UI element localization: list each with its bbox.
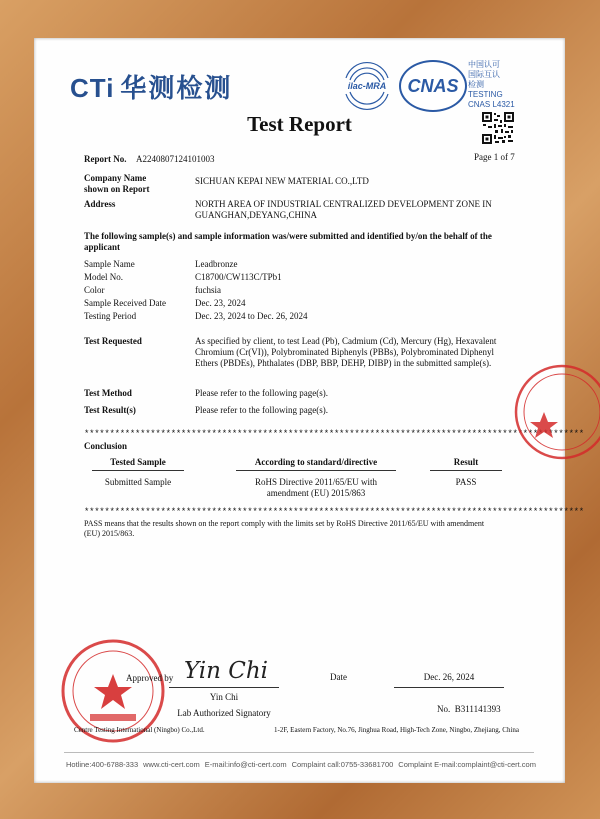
- logo-cn-text: 华测检测: [120, 73, 233, 103]
- footer-website: www.cti-cert.com: [143, 760, 200, 769]
- address-line: GUANGHAN,DEYANG,CHINA: [195, 210, 317, 220]
- conclusion-standard-line: RoHS Directive 2011/65/EU with: [255, 477, 377, 487]
- address-label: Address: [84, 199, 116, 209]
- pass-note: [84, 519, 524, 539]
- logo-text: CTi: [70, 73, 115, 103]
- signature: Yin Chi: [184, 658, 269, 684]
- sample-info-value: Dec. 23, 2024: [195, 298, 246, 308]
- conclusion-col-result: Result: [453, 457, 479, 467]
- company-label-line: shown on Report: [84, 184, 150, 194]
- cnas-line: 国际互认: [468, 70, 500, 79]
- cnas-line: CNAS L4321: [468, 100, 515, 109]
- cti-logo: [70, 68, 232, 105]
- separator-stars: **************************************************************************************************: [84, 507, 584, 517]
- signature-line: [169, 687, 279, 688]
- signatory-name: Yin Chi: [209, 692, 239, 702]
- cnas-accreditation-text: [468, 60, 528, 110]
- separator-stars: **************************************************************************************************: [84, 429, 584, 439]
- conclusion-col-tested-sample: Tested Sample: [110, 457, 166, 467]
- test-requested-line: As specified by client, to test Lead (Pb), Cadmium (Cd), Mercury (Hg), Hexavalent: [195, 336, 497, 346]
- address-value: [195, 199, 492, 221]
- conclusion-heading: Conclusion: [84, 441, 128, 451]
- test-requested-line: Chromium (Cr(VI)), Polybrominated Biphenyls (PBBs), Polybrominated Diphenyl: [195, 347, 494, 357]
- date-line: [394, 687, 504, 688]
- test-requested-line: Ethers (PBDEs), Phthalates (DBP, BBP, DEHP, DIBP) in the submitted sample(s).: [195, 358, 492, 368]
- sample-info-value: fuchsia: [195, 285, 221, 295]
- sample-info-label: Sample Received Date: [84, 298, 166, 308]
- footer-complaint-email: Complaint E-mail:complaint@cti-cert.com: [398, 760, 536, 769]
- footer: [66, 760, 536, 769]
- test-method-value: Please refer to the following page(s).: [195, 388, 328, 398]
- divider: [430, 470, 502, 471]
- cnas-line: 检测: [468, 80, 484, 89]
- test-method-label: Test Method: [84, 388, 132, 398]
- page-number: Page 1 of 7: [474, 152, 515, 162]
- date-value: Dec. 26, 2024: [423, 672, 475, 682]
- ilac-mra-logo: [340, 58, 394, 112]
- sample-info-label: Color: [84, 285, 105, 295]
- sample-info-label: Model No.: [84, 272, 123, 282]
- intro-line: The following sample(s) and sample information was/were submitted and identified by/on the behalf of the: [84, 231, 492, 241]
- ilac-text: ilac-MRA: [347, 81, 387, 91]
- approved-by-label: Approved by: [126, 673, 174, 683]
- pass-note-line: PASS means that the results shown on the report comply with the limits set by RoHS Directive 2011/65/EU with amendment: [84, 519, 485, 528]
- cert-no-label: No.: [437, 704, 451, 714]
- company-label-line: Company Name: [84, 173, 147, 183]
- test-result-value: Please refer to the following page(s).: [195, 405, 328, 415]
- cnas-logo: CNAS: [399, 60, 467, 112]
- divider: [92, 470, 184, 471]
- report-no-value: A2240807124101003: [136, 154, 215, 164]
- conclusion-standard: [236, 477, 396, 499]
- cnas-line: TESTING: [468, 90, 503, 99]
- intro-text: [84, 231, 524, 253]
- conclusion-sample: Submitted Sample: [104, 477, 172, 487]
- test-requested-value: [195, 336, 515, 369]
- conclusion-col-standard: According to standard/directive: [254, 457, 378, 467]
- footer-divider: [64, 752, 534, 753]
- address-line: NORTH AREA OF INDUSTRIAL CENTRALIZED DEVELOPMENT ZONE IN: [195, 199, 492, 209]
- company-label: [84, 173, 150, 195]
- page-title: Test Report: [247, 112, 352, 136]
- footer-complaint-call: Complaint call:0755-33681700: [291, 760, 394, 769]
- sample-info-labels: [84, 259, 166, 324]
- sample-info-value: Leadbronze: [195, 259, 238, 269]
- signatory-role: Lab Authorized Signatory: [177, 708, 271, 718]
- sample-info-value: C18700/CW113C/TPb1: [195, 272, 282, 282]
- date-label: Date: [330, 672, 347, 682]
- report-page: [34, 38, 584, 783]
- lab-address: 1-2F, Eastern Factory, No.76, Jinghua Road, High-Tech Zone, Ningbo, Zhejiang, China: [274, 726, 520, 734]
- report-no-label: Report No.: [84, 154, 127, 164]
- sample-info-label: Sample Name: [84, 259, 135, 269]
- pass-note-line: (EU) 2015/863.: [84, 529, 135, 538]
- conclusion-result: PASS: [455, 477, 477, 487]
- inspection-stamp-partial: [512, 362, 592, 462]
- company-value: SICHUAN KEPAI NEW MATERIAL CO.,LTD: [195, 176, 369, 186]
- footer-email: E-mail:info@cti-cert.com: [204, 760, 287, 769]
- test-result-label: Test Result(s): [84, 405, 136, 415]
- cert-no-value: B311141393: [454, 704, 501, 714]
- footer-hotline: Hotline:400-6788-333: [66, 760, 139, 769]
- intro-line: applicant: [84, 242, 121, 252]
- test-requested-label: Test Requested: [84, 336, 142, 346]
- sample-info-values: [195, 259, 307, 324]
- lab-company: Centre Testing International (Ningbo) Co.,Ltd.: [74, 726, 205, 734]
- cnas-line: 中国认可: [468, 60, 500, 69]
- sample-info-value: Dec. 23, 2024 to Dec. 26, 2024: [195, 311, 308, 321]
- sample-info-label: Testing Period: [84, 311, 137, 321]
- divider: [236, 470, 396, 471]
- conclusion-standard-line: amendment (EU) 2015/863: [266, 488, 366, 498]
- cert-no: [437, 704, 501, 715]
